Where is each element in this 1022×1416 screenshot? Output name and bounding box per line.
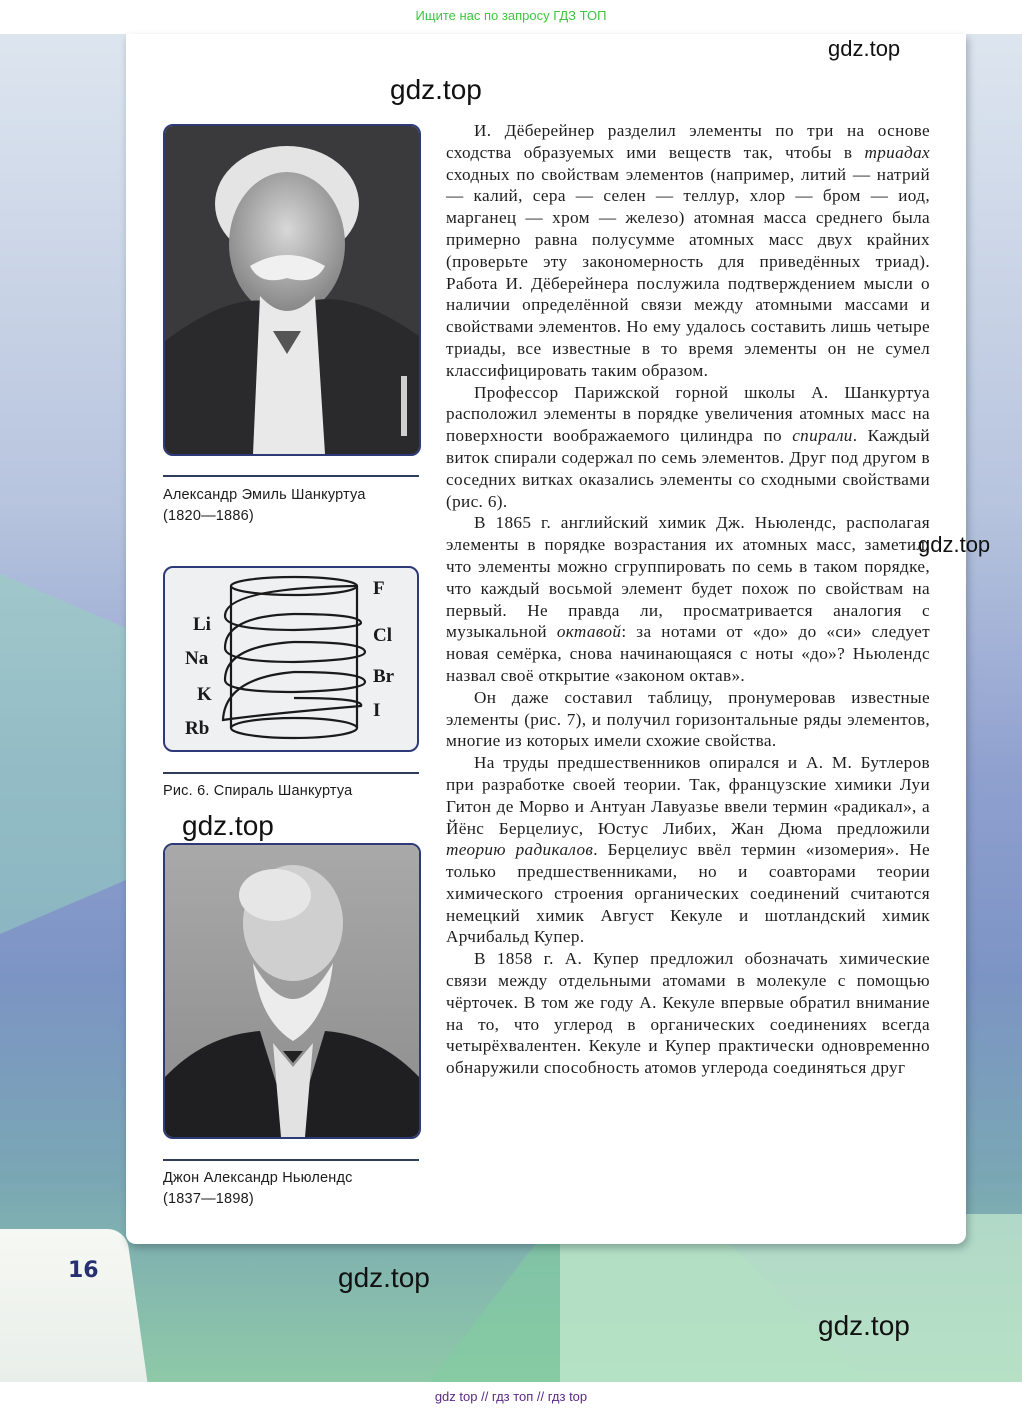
element-label-Cl: Cl bbox=[373, 625, 392, 646]
paragraph-butlerov: На труды предшественников опирался и А. М. Бутлеров при разработке своей теории. Так, французские химики Луи Гитон де Морво и Антуан Лавуазье ввели термин «радикал», а Йёнс Берцелиус, Юстус Либих, Жан Дюма предложили теорию радикалов. Берцелиус ввёл термин «изомерия». Не только предшественниками, но и соавторами теории химического строения органических соединений считаются немецкий химик Август Кекуле и шотландский химик Арчибальд Купер. bbox=[446, 753, 930, 947]
figure-6-spiral bbox=[163, 566, 419, 752]
caption-years: (1837—1898) bbox=[163, 1191, 254, 1207]
page-number-tab bbox=[0, 1229, 154, 1382]
caption-name: Александр Эмиль Шанкуртуа bbox=[163, 487, 366, 503]
caption-years: (1820—1886) bbox=[163, 508, 254, 524]
caption-name: Джон Александр Ньюлендс bbox=[163, 1170, 353, 1186]
watermark: gdz.top bbox=[818, 1310, 910, 1341]
caption-chancourtois bbox=[163, 485, 423, 527]
portrait-image bbox=[165, 845, 419, 1137]
watermark: gdz.top bbox=[390, 74, 482, 105]
element-label-I: I bbox=[373, 700, 381, 721]
caption-divider bbox=[163, 475, 419, 477]
portrait-image bbox=[165, 126, 419, 454]
caption-newlands bbox=[163, 1168, 423, 1210]
search-banner: Ищите нас по запросу ГДЗ ТОП bbox=[0, 0, 1022, 34]
body-text bbox=[446, 120, 930, 1079]
paragraph-table: Он даже составил таблицу, пронумеровав известные элементы (рис. 7), и получил горизонтальные ряды элементов, многие из которых имели схожие свойства. bbox=[446, 687, 930, 751]
element-label-Na: Na bbox=[185, 648, 209, 669]
paragraph-couper: В 1858 г. А. Купер предложил обозначать химические связи между отдельными атомами в молекуле с помощью чёрточек. В том же году А. Кекуле впервые обратил внимание на то, что углерод в органических соединениях всегда четырёхвалентен. Кекуле и Купер практически одновременно обнаружили способность атомов углерода соединяться друг bbox=[446, 949, 930, 1078]
element-label-F: F bbox=[373, 578, 385, 599]
footer-links: gdz top // гдз топ // гдз top bbox=[0, 1382, 1022, 1416]
portrait-newlands bbox=[163, 843, 421, 1139]
textbook-page bbox=[126, 34, 966, 1244]
element-label-Br: Br bbox=[373, 666, 395, 687]
watermark: gdz.top bbox=[338, 1262, 430, 1293]
portrait-chancourtois bbox=[163, 124, 421, 456]
element-label-Li: Li bbox=[193, 614, 211, 635]
element-label-K: K bbox=[197, 684, 212, 705]
paragraph-doebereiner: И. Дёберейнер разделил элементы по три на основе сходства образуемых ими веществ так, чтобы в триадах сходных по свойствам элементов (например, литий — натрий — калий, сера — селен — теллур, хлор — бром — иод, марганец — хром — железо) атомная масса среднего была примерно равна полусумме атомных масс двух крайних (проверьте эту закономерность для приведённых триад). Работа И. Дёберейнера послужила подтверждением мысли о наличии определённой связи между атомными массами и свойствами элементов. Но ему удалось составить лишь четыре триады, все известные в то время элементы он не сумел классифицировать таким образом. bbox=[446, 121, 930, 380]
watermark: gdz.top bbox=[918, 532, 991, 557]
paragraph-chancourtois: Профессор Парижской горной школы А. Шанкуртуа расположил элементы в порядке увеличения атомных масс на поверхности воображаемого цилиндра по спирали. Каждый виток спирали содержал по семь элементов. Друг под другом в соседних витках оказались элементы со сходными свойствами (рис. 6). bbox=[446, 382, 930, 511]
figure-6-caption: Рис. 6. Спираль Шанкуртуа bbox=[163, 783, 353, 799]
caption-divider bbox=[163, 772, 419, 774]
watermark: gdz.top bbox=[182, 810, 274, 841]
caption-divider bbox=[163, 1159, 419, 1161]
paragraph-newlands: В 1865 г. английский химик Дж. Ньюлендс, располагая элементы в порядке возрастания их атомных масс, заметил, что элементы можно сгруппировать по семь в таком порядке, что каждый восьмой элемент будет похож по свойствам на первый. Не правда ли, просматривается аналогия с музыкальной октавой: за нотами от «до» до «си» следует новая семёрка, снова начинающаяся с ноты «до»? Ньюлендс назвал своё открытие «законом октав». bbox=[446, 513, 930, 685]
page-number: 16 bbox=[68, 1258, 99, 1283]
spiral-cylinder-diagram bbox=[165, 568, 417, 750]
watermark: gdz.top bbox=[828, 36, 901, 61]
element-label-Rb: Rb bbox=[185, 718, 210, 739]
